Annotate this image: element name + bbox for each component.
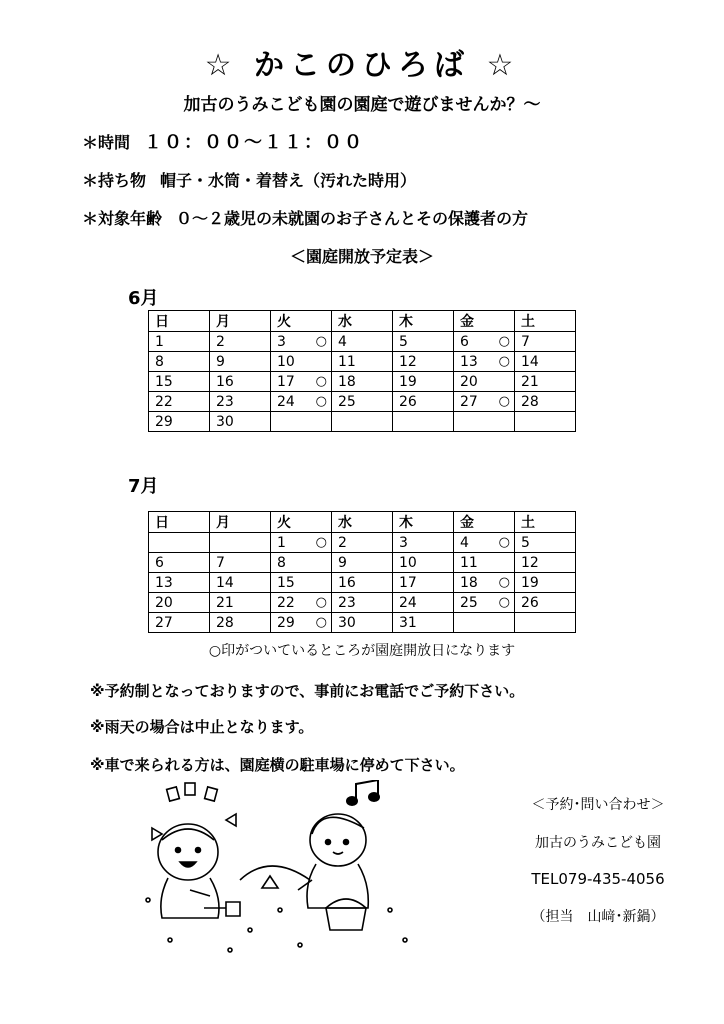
calendar-day-cell (149, 352, 210, 372)
day-number: 23 (216, 393, 234, 410)
day-number: 22 (155, 393, 173, 410)
calendar-day-cell (210, 533, 271, 553)
day-number: 21 (521, 373, 539, 390)
day-number: 3 (399, 534, 408, 551)
day-number: 26 (521, 594, 539, 611)
weekday-header: 日 (149, 311, 210, 332)
calendar-day-cell (332, 392, 393, 412)
day-number: 19 (521, 574, 539, 591)
calendar-day-cell (332, 553, 393, 573)
day-number: 28 (521, 393, 539, 410)
weekday-header: 土 (515, 311, 576, 332)
calendar-day-cell (515, 352, 576, 372)
calendar-day-cell (393, 613, 454, 633)
calendar-week-row (149, 593, 576, 613)
day-number: 22 (277, 594, 295, 611)
calendar-day-cell (454, 573, 515, 593)
day-number: 11 (338, 353, 356, 370)
day-number: 29 (277, 614, 295, 631)
calendar-day-cell (393, 573, 454, 593)
calendar-day-cell (454, 412, 515, 432)
calendar-day-cell (271, 533, 332, 553)
month-label-june: 6月 (128, 288, 159, 309)
day-number: 18 (460, 574, 478, 591)
day-number: 2 (216, 333, 225, 350)
day-number: 18 (338, 373, 356, 390)
open-day-mark: ○ (498, 394, 510, 409)
calendar-day-cell (393, 533, 454, 553)
weekday-header: 金 (454, 311, 515, 332)
calendar-day-cell (332, 332, 393, 352)
calendar-day-cell (393, 392, 454, 412)
day-number: 4 (460, 534, 469, 551)
day-number: 27 (155, 614, 173, 631)
day-number: 16 (338, 574, 356, 591)
calendar-day-cell (271, 332, 332, 352)
day-number: 6 (155, 554, 164, 571)
items-value: 帽子・水筒・着替え（汚れた時用） (160, 171, 417, 190)
day-number: 24 (277, 393, 295, 410)
calendar-day-cell (332, 573, 393, 593)
day-number: 24 (399, 594, 417, 611)
open-day-mark: ○ (498, 535, 510, 550)
day-number: 12 (521, 554, 539, 571)
calendar-week-row (149, 613, 576, 633)
day-number: 30 (338, 614, 356, 631)
contact-tel: TEL079-435-4056 (531, 870, 665, 888)
calendar-legend: ○印がついているところが園庭開放日になります (208, 643, 516, 659)
day-number: 6 (460, 333, 469, 350)
children-playing-in-sand-icon (130, 780, 420, 960)
calendar-day-cell (332, 412, 393, 432)
day-number: 7 (216, 554, 225, 571)
calendar-day-cell (210, 553, 271, 573)
calendar-day-cell (271, 613, 332, 633)
calendar-day-cell (149, 372, 210, 392)
calendar-day-cell (149, 573, 210, 593)
calendar-day-cell (393, 332, 454, 352)
weekday-header: 火 (271, 512, 332, 533)
day-number: 7 (521, 333, 530, 350)
items-label: ＊持ち物 (82, 171, 147, 190)
open-day-mark: ○ (498, 575, 510, 590)
day-number: 28 (216, 614, 234, 631)
weekday-header: 木 (393, 512, 454, 533)
day-number: 25 (338, 393, 356, 410)
calendar-day-cell (454, 533, 515, 553)
contact-person: （担当 山﨑･新鍋） (531, 909, 665, 925)
day-number: 30 (216, 413, 234, 430)
calendar-day-cell (332, 593, 393, 613)
calendar-day-cell (149, 392, 210, 412)
calendar-june (148, 310, 576, 432)
calendar-day-cell (515, 332, 576, 352)
calendar-day-cell (393, 352, 454, 372)
calendar-week-row (149, 372, 576, 392)
calendar-day-cell (210, 372, 271, 392)
calendar-july (148, 511, 576, 633)
time-value: １０：００～１１：００ (144, 132, 365, 153)
calendar-day-cell (149, 332, 210, 352)
weekday-header: 月 (210, 311, 271, 332)
info-items (82, 168, 416, 191)
open-day-mark: ○ (315, 334, 327, 349)
day-number: 23 (338, 594, 356, 611)
calendar-day-cell (271, 372, 332, 392)
calendar-day-cell (515, 533, 576, 553)
calendar-day-cell (149, 613, 210, 633)
open-day-mark: ○ (498, 334, 510, 349)
weekday-header: 水 (332, 311, 393, 332)
day-number: 5 (399, 333, 408, 350)
day-number: 20 (155, 594, 173, 611)
music-note-icon (347, 780, 379, 805)
info-age (82, 206, 528, 229)
day-number: 3 (277, 333, 286, 350)
weekday-header: 月 (210, 512, 271, 533)
weekday-header: 火 (271, 311, 332, 332)
calendar-day-cell (332, 613, 393, 633)
page-title: ☆ かこのひろば ☆ (204, 48, 520, 83)
day-number: 17 (399, 574, 417, 591)
calendar-day-cell (393, 372, 454, 392)
day-number: 15 (277, 574, 295, 591)
day-number: 12 (399, 353, 417, 370)
calendar-header-row (149, 311, 576, 332)
calendar-day-cell (454, 553, 515, 573)
day-number: 1 (155, 333, 164, 350)
calendar-day-cell (271, 412, 332, 432)
day-number: 10 (399, 554, 417, 571)
weekday-header: 金 (454, 512, 515, 533)
calendar-day-cell (454, 613, 515, 633)
calendar-day-cell (454, 352, 515, 372)
day-number: 19 (399, 373, 417, 390)
weekday-header: 日 (149, 512, 210, 533)
calendar-day-cell (271, 352, 332, 372)
notice-rain: ※雨天の場合は中止となります。 (90, 718, 314, 736)
weekday-header: 土 (515, 512, 576, 533)
calendar-day-cell (149, 593, 210, 613)
day-number: 15 (155, 373, 173, 390)
day-number: 5 (521, 534, 530, 551)
open-day-mark: ○ (315, 374, 327, 389)
calendar-day-cell (332, 352, 393, 372)
calendar-day-cell (149, 533, 210, 553)
calendar-day-cell (271, 593, 332, 613)
calendar-day-cell (149, 412, 210, 432)
weekday-header: 水 (332, 512, 393, 533)
notice-parking: ※車で来られる方は、園庭横の駐車場に停めて下さい。 (90, 756, 465, 774)
open-day-mark: ○ (315, 394, 327, 409)
day-number: 25 (460, 594, 478, 611)
calendar-day-cell (515, 412, 576, 432)
contact-heading: ＜予約･問い合わせ＞ (531, 797, 665, 813)
calendar-day-cell (515, 613, 576, 633)
page-subtitle: 加古のうみこども園の園庭で遊びませんか？～ (183, 95, 541, 115)
calendar-day-cell (454, 372, 515, 392)
calendar-day-cell (454, 332, 515, 352)
age-label: ＊対象年齢 (82, 209, 163, 228)
month-label-july: 7月 (128, 476, 159, 497)
calendar-day-cell (271, 392, 332, 412)
day-number: 16 (216, 373, 234, 390)
day-number: 8 (155, 353, 164, 370)
calendar-day-cell (393, 593, 454, 613)
calendar-week-row (149, 533, 576, 553)
calendar-day-cell (515, 392, 576, 412)
calendar-day-cell (515, 573, 576, 593)
calendar-day-cell (454, 593, 515, 613)
calendar-day-cell (210, 352, 271, 372)
calendar-week-row (149, 553, 576, 573)
calendar-day-cell (210, 412, 271, 432)
age-value: ０～２歳児の未就園のお子さんとその保護者の方 (176, 209, 529, 228)
day-number: 29 (155, 413, 173, 430)
day-number: 14 (521, 353, 539, 370)
info-time (82, 128, 364, 154)
calendar-day-cell (393, 553, 454, 573)
day-number: 4 (338, 333, 347, 350)
open-day-mark: ○ (315, 535, 327, 550)
day-number: 31 (399, 614, 417, 631)
time-label: ＊時間 (82, 133, 131, 152)
calendar-day-cell (271, 553, 332, 573)
day-number: 1 (277, 534, 286, 551)
day-number: 8 (277, 554, 286, 571)
day-number: 2 (338, 534, 347, 551)
calendar-week-row (149, 412, 576, 432)
open-day-mark: ○ (315, 595, 327, 610)
calendar-header-row (149, 512, 576, 533)
calendar-week-row (149, 392, 576, 412)
calendar-week-row (149, 352, 576, 372)
day-number: 14 (216, 574, 234, 591)
calendar-day-cell (210, 613, 271, 633)
day-number: 17 (277, 373, 295, 390)
weekday-header: 木 (393, 311, 454, 332)
day-number: 20 (460, 373, 478, 390)
open-day-mark: ○ (498, 354, 510, 369)
calendar-day-cell (271, 573, 332, 593)
day-number: 10 (277, 353, 295, 370)
calendar-day-cell (515, 593, 576, 613)
contact-name: 加古のうみこども園 (535, 835, 661, 851)
calendar-day-cell (210, 332, 271, 352)
calendar-day-cell (149, 553, 210, 573)
calendar-day-cell (210, 573, 271, 593)
open-day-mark: ○ (315, 615, 327, 630)
schedule-title: ＜園庭開放予定表＞ (289, 247, 434, 266)
day-number: 27 (460, 393, 478, 410)
day-number: 13 (155, 574, 173, 591)
calendar-day-cell (515, 372, 576, 392)
day-number: 26 (399, 393, 417, 410)
calendar-day-cell (515, 553, 576, 573)
calendar-week-row (149, 332, 576, 352)
calendar-day-cell (332, 533, 393, 553)
calendar-day-cell (210, 392, 271, 412)
day-number: 13 (460, 353, 478, 370)
day-number: 21 (216, 594, 234, 611)
day-number: 11 (460, 554, 478, 571)
notice-reservation: ※予約制となっておりますので、事前にお電話でご予約下さい。 (90, 682, 525, 700)
calendar-week-row (149, 573, 576, 593)
day-number: 9 (216, 353, 225, 370)
open-day-mark: ○ (498, 595, 510, 610)
day-number: 9 (338, 554, 347, 571)
calendar-day-cell (393, 412, 454, 432)
calendar-day-cell (210, 593, 271, 613)
calendar-day-cell (454, 392, 515, 412)
calendar-day-cell (332, 372, 393, 392)
